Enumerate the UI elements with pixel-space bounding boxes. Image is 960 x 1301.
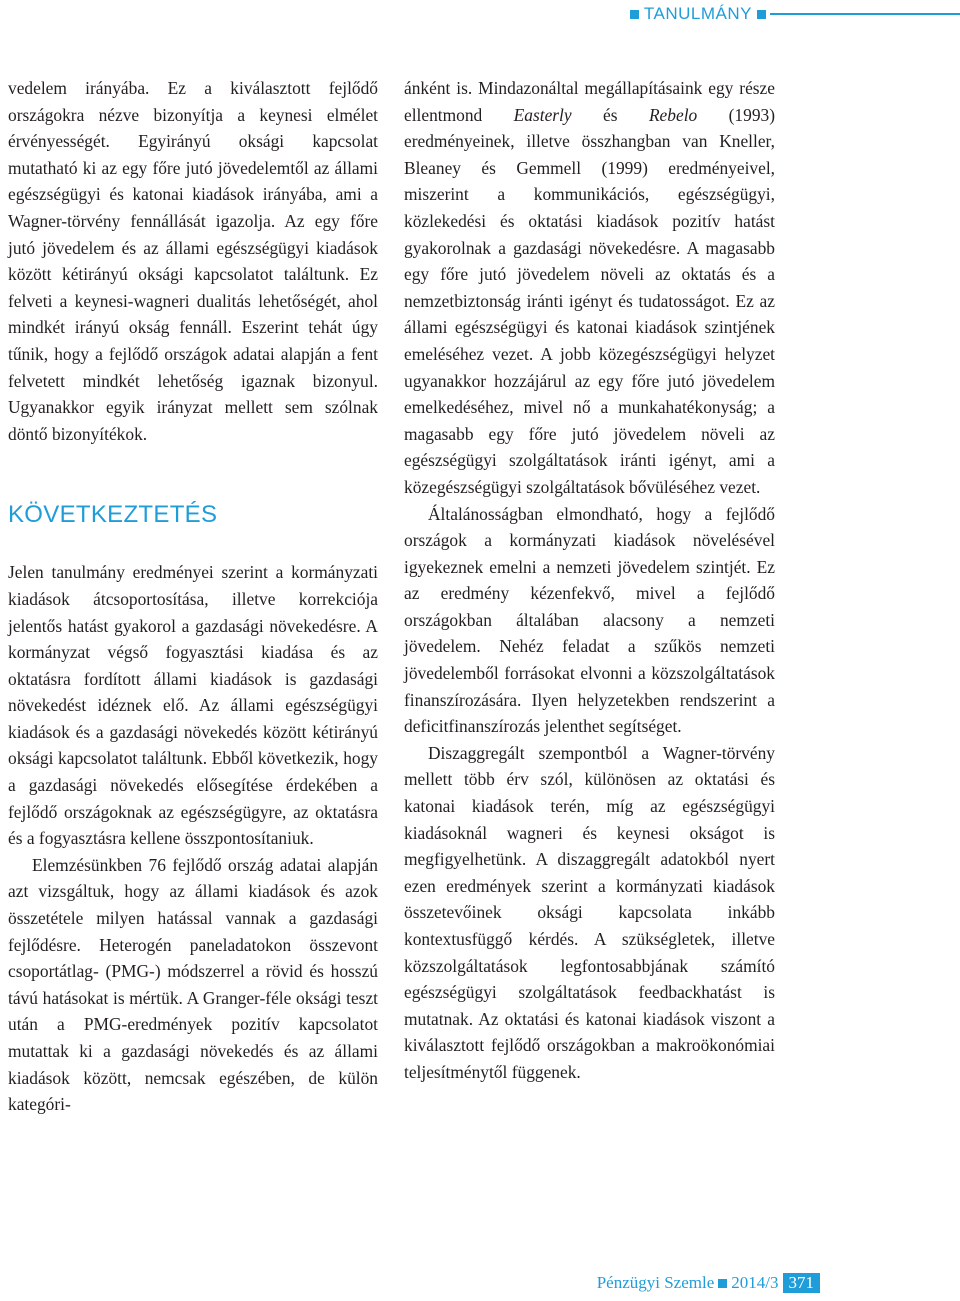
- text-run: (1993) eredményeinek, illetve összhangban van Kneller, Bleaney és Gemmell (1999) eredményeivel, miszerint a kommunikációs, egészségügyi, közlekedési és oktatási kiadások pozitív hatást gyakorolnak a gazdasági növekedésre. A magasabb egy főre jutó jövedelem növeli az oktatás és a nemzetbiztonság iránti igényt és tudatosságot. Ez az állami egészségügyi és katonai kiadások szintjének emeléséhez vezet. A jobb közegészségügyi helyzet ugyanakkor hozzájárul az egy főre jutó jövedelem emelkedéséhez, mivel nő a munkahatékonyság; a magasabb egy főre jutó jövedelem növeli az egészségügyi szolgáltatások iránti igényt, ami a közegészségügyi szolgáltatások bővüléséhez vezet.: [404, 104, 776, 497]
- journal-name: Pénzügyi Szemle: [596, 1273, 715, 1292]
- page-footer: [597, 1273, 820, 1293]
- paragraph: Általánosságban elmondható, hogy a fejlődő országok a kormányzati kiadások növelésével igyekeznek emelni a nemzeti jövedelem szintjét. Ez az eredmény kézenfekvő, mivel a fejlődő országokban általában alacsony a nemzeti jövedelem. Nehéz feladat a szűkös nemzeti jövedelemből forrásokat elvonni a közszolgáltatások finanszírozására. Ilyen helyzetekben rendszerint a deficitfinanszírozás jelenthet segítséget.: [404, 503, 775, 737]
- right-column: [404, 75, 775, 1086]
- text-run: és: [571, 104, 649, 125]
- paragraph: Diszaggregált szempontból a Wagner-törvény mellett több érv szól, különösen az oktatási és katonai kiadások terén, míg az egészségügyi kiadásoknál wagneri és keynesi okságot is megfigyelhetünk. A diszaggregált adatokból nyert ezen eredmények szerint a kormányzati kiadások összetevőinek oksági kapcsolata inkább kontextusfüggő kérdés. A szükségletek, illetve közszolgáltatások legfontosabbjának számító egészségügyi szolgáltatások feedbackhatást is mutatnak. Az oktatási és katonai kiadások viszont a kiválasztott fejlődő országokban a makroökonómiai teljesítménytől függenek.: [404, 742, 775, 1082]
- square-bullet-icon: [630, 10, 639, 19]
- header-rule: [770, 13, 960, 15]
- section-heading: KÖVETKEZTETÉS: [8, 501, 218, 529]
- running-header: [630, 4, 960, 24]
- author-name: Rebelo: [648, 104, 698, 125]
- paragraph: Elemzésünkben 76 fejlődő ország adatai alapján azt vizsgáltuk, hogy az állami kiadások és azok összetétele milyen hatással vannak a gazdasági fejlődésre. Heterogén paneladatokon összevont csoportátlag- (PMG-) módszerrel a rövid és hosszú távú hatásokat is mértük. A Granger-féle oksági teszt után a PMG-eredmények pozitív kapcsolatot mutattak ki a gazdasági növekedés és az állami kiadások között, nemcsak egészében, de külön kategóri-: [8, 854, 378, 1115]
- issue-number: 2014/3: [731, 1273, 779, 1292]
- text-run: ánként is. Mindazonáltal megállapításaink egy része ellentmond: [404, 78, 775, 125]
- paragraph: Jelen tanulmány eredményei szerint a kormányzati kiadások átcsoportosítása, illetve korrekciója jelentős hatást gyakorol a gazdasági növekedésre. A kormányzat végső fogyasztási kiadása és az oktatásra fordított állami kiadások is gazdasági növekedést idéznek elő. Az állami egészségügyi kiadások és a gazdasági növekedés között kétirányú oksági kapcsolatot találtunk. Ebből következik, hogy a gazdasági növekedés elősegítése érdekében a fejlődő országoknak az egészségügyre, az oktatásra és a fogyasztásra kellene összpontosítaniuk.: [8, 562, 378, 849]
- page-number: 371: [783, 1273, 821, 1293]
- square-bullet-icon: [718, 1279, 727, 1288]
- author-name: Easterly: [513, 104, 572, 125]
- square-bullet-icon: [757, 10, 766, 19]
- paragraph: vedelem irányába. Ez a kiválasztott fejlődő országokra nézve bizonyítja a keynesi elmélet érvényességét. Egyirányú oksági kapcsolat mutatható ki az egy főre jutó jövedelemtől az állami egészségügyi és katonai kiadások irányába, ami a Wagner-törvény fennállását igazolja. Az egy főre jutó jövedelem és az állami egészségügyi kiadások között kétirányú oksági kapcsolatot találtunk. Ez felveti a keynesi-wagneri dualitás lehetőségét, ahol mindkét irányú okság fennáll. Eszerint tehát úgy tűnik, hogy a fejlődő országok adatai alapján a fent felvetett mindkét lehetőség igaznak bizonyul. Ugyanakkor egyik irányzat mellett sem szólnak döntő bizonyítékok.: [8, 78, 378, 444]
- paragraph: [404, 75, 775, 501]
- section-label: TANULMÁNY: [643, 4, 752, 23]
- left-column: [8, 75, 378, 1118]
